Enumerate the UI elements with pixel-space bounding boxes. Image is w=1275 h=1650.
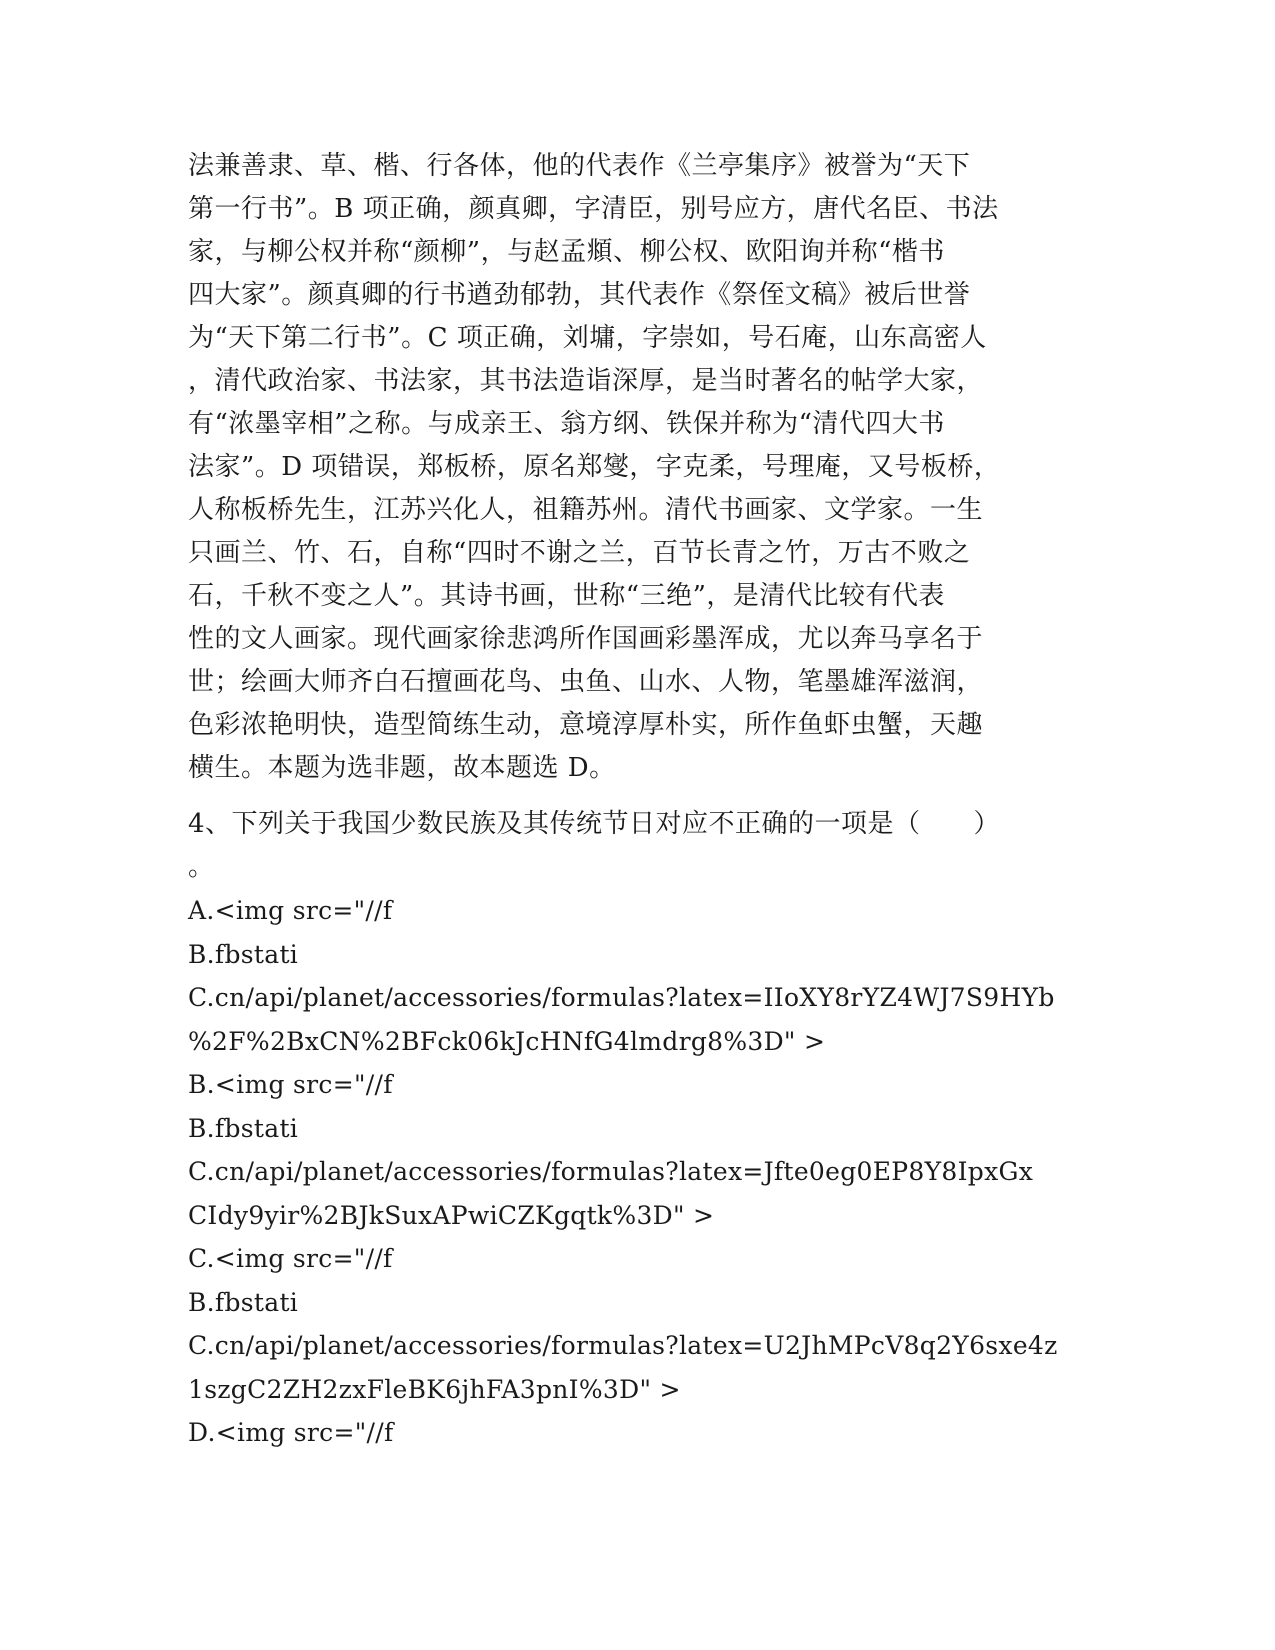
question-stem-continuation: 。 bbox=[188, 852, 215, 882]
explanation-line: 家，与柳公权并称“颜柳”，与赵孟頫、柳公权、欧阳询并称“楷书 bbox=[188, 237, 945, 267]
option-text-line: 1szgC2ZH2zxFleBK6jhFA3pnI%3D" > bbox=[188, 1374, 681, 1404]
option-text-line: B.<img src="//f bbox=[188, 1070, 393, 1099]
answer-explanation bbox=[188, 145, 1088, 790]
explanation-line: 只画兰、竹、石，自称“四时不谢之兰，百节长青之竹，万古不败之 bbox=[188, 538, 971, 568]
explanation-line: 四大家”。颜真卿的行书遒劲郁勃，其代表作《祭侄文稿》被后世誉 bbox=[188, 280, 971, 310]
option-text-line: CIdy9yir%2BJkSuxAPwiCZKgqtk%3D" > bbox=[188, 1200, 715, 1230]
option-text-line: B.fbstati bbox=[188, 1287, 299, 1317]
explanation-line: ，清代政治家、书法家，其书法造诣深厚，是当时著名的帖学大家， bbox=[188, 366, 984, 396]
page-content bbox=[188, 145, 1088, 1455]
option-text-line: C.cn/api/planet/accessories/formulas?latex=Jfte0eg0EP8Y8IpxGx bbox=[188, 1157, 1034, 1186]
option-text-line: C.cn/api/planet/accessories/formulas?latex=U2JhMPcV8q2Y6sxe4z bbox=[188, 1331, 1058, 1360]
explanation-line: 第一行书”。B 项正确，颜真卿，字清臣，别号应方，唐代名臣、书法 bbox=[188, 194, 999, 224]
question-options bbox=[188, 889, 1088, 1455]
option-text-line: C.cn/api/planet/accessories/formulas?latex=IIoXY8rYZ4WJ7S9HYb bbox=[188, 983, 1055, 1012]
explanation-line: 性的文人画家。现代画家徐悲鸿所作国画彩墨浑成，尤以奔马享名于 bbox=[188, 624, 984, 654]
option-text-line: B.fbstati bbox=[188, 1113, 299, 1143]
question-stem: 4、下列关于我国少数民族及其传统节日对应不正确的一项是（ ） bbox=[188, 809, 1001, 839]
explanation-line: 世；绘画大师齐白石擅画花鸟、虫鱼、山水、人物，笔墨雄浑滋润， bbox=[188, 667, 984, 697]
option-text-line: D.<img src="//f bbox=[188, 1418, 394, 1447]
option-text-line: C.<img src="//f bbox=[188, 1244, 393, 1273]
explanation-line: 石，千秋不变之人”。其诗书画，世称“三绝”，是清代比较有代表 bbox=[188, 581, 945, 611]
explanation-line: 法家”。D 项错误，郑板桥，原名郑燮，字克柔，号理庵，又号板桥， bbox=[188, 452, 1001, 482]
explanation-line: 色彩浓艳明快，造型简练生动，意境淳厚朴实，所作鱼虾虫蟹，天趣 bbox=[188, 710, 984, 740]
option-text-line: A.<img src="//f bbox=[188, 896, 393, 925]
explanation-line: 为“天下第二行书”。C 项正确，刘墉，字崇如，号石庵，山东高密人 bbox=[188, 323, 987, 353]
explanation-line: 人称板桥先生，江苏兴化人，祖籍苏州。清代书画家、文学家。一生 bbox=[188, 495, 984, 525]
explanation-line: 横生。本题为选非题，故本题选 D。 bbox=[188, 753, 616, 783]
explanation-line: 有“浓墨宰相”之称。与成亲王、翁方纲、铁保并称为“清代四大书 bbox=[188, 409, 945, 439]
option-text-line: %2F%2BxCN%2BFck06kJcHNfG4lmdrg8%3D" > bbox=[188, 1026, 826, 1056]
explanation-line: 法兼善隶、草、楷、行各体，他的代表作《兰亭集序》被誉为“天下 bbox=[188, 151, 971, 181]
option-text-line: B.fbstati bbox=[188, 939, 299, 969]
question-4 bbox=[188, 803, 1088, 1455]
